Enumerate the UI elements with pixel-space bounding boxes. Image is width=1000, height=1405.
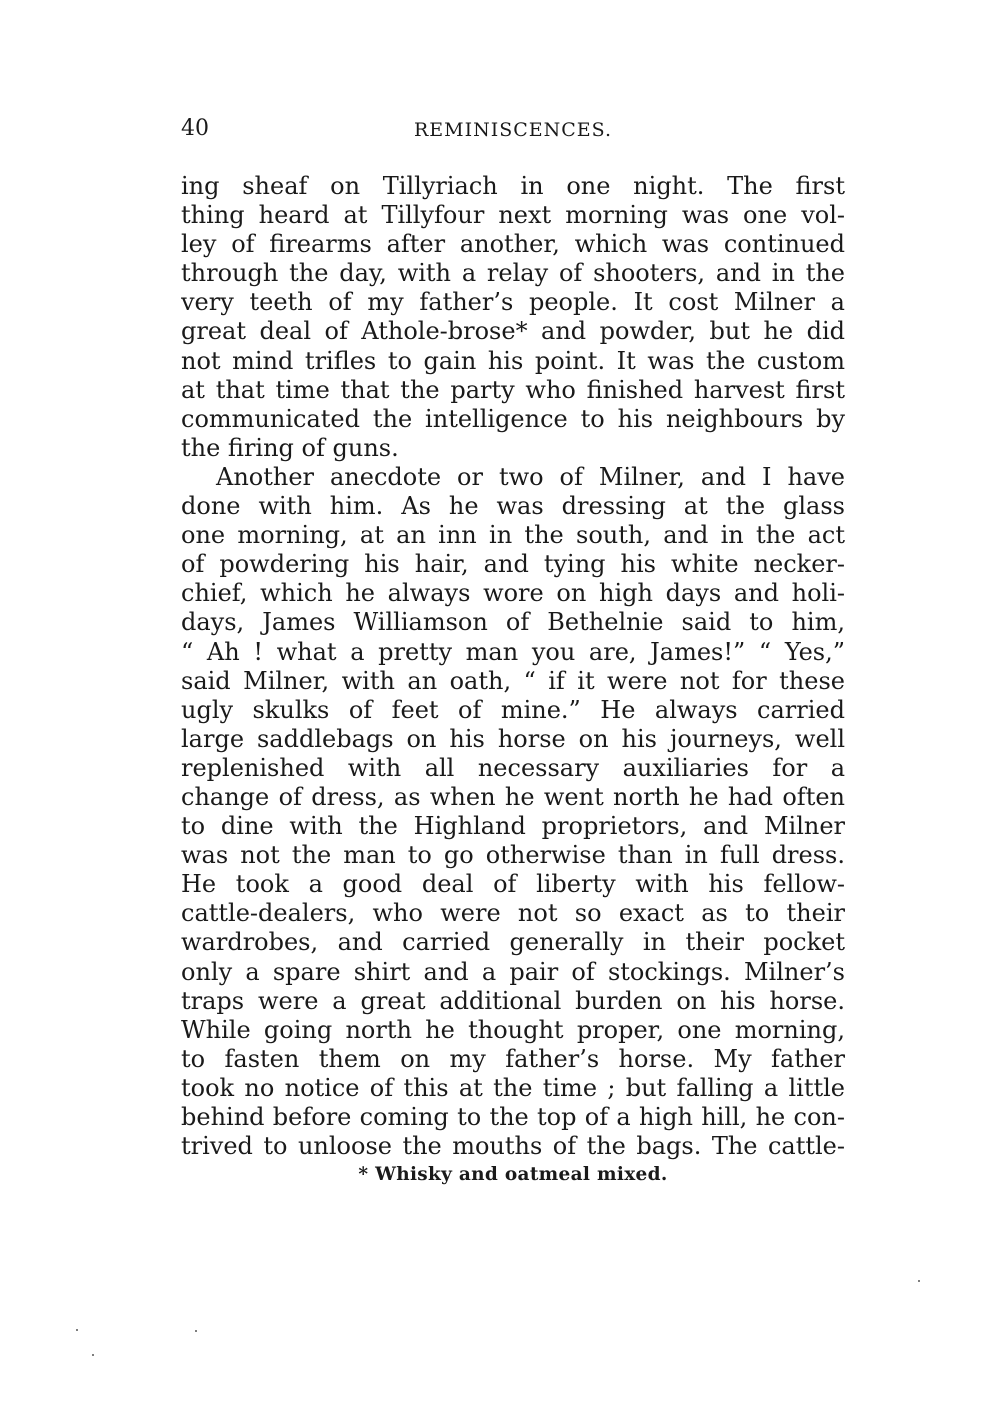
text-line: cattle-dealers, who were not so exact as to their xyxy=(181,899,845,928)
text-line: “ Ah ! what a pretty man you are, James!” “ Yes,” xyxy=(181,637,845,666)
text-line: great deal of Athole-brose* and powder, but he did xyxy=(181,317,845,346)
scan-speck xyxy=(92,1354,94,1356)
scan-speck xyxy=(918,1280,920,1282)
text-line: one morning, at an inn in the south, and in the act xyxy=(181,521,845,550)
paragraph xyxy=(181,172,845,463)
text-line: took no notice of this at the time ; but falling a little xyxy=(181,1073,845,1102)
text-line: was not the man to go otherwise than in full dress. xyxy=(181,841,845,870)
text-line: While going north he thought proper, one morning, xyxy=(181,1015,845,1044)
text-line: only a spare shirt and a pair of stockings. Milner’s xyxy=(181,957,845,986)
text-line: He took a good deal of liberty with his fellow- xyxy=(181,870,845,899)
page-number: 40 xyxy=(181,116,209,141)
text-line: ley of firearms after another, which was continued xyxy=(181,230,845,259)
body-text xyxy=(181,172,845,1161)
text-line: done with him. As he was dressing at the glass xyxy=(181,492,845,521)
text-line: large saddlebags on his horse on his journeys, well xyxy=(181,724,845,753)
text-line: of powdering his hair, and tying his white necker- xyxy=(181,550,845,579)
text-line: trived to unloose the mouths of the bags. The cattle- xyxy=(181,1132,845,1161)
text-line: to dine with the Highland proprietors, and Milner xyxy=(181,812,845,841)
text-line: behind before coming to the top of a high hill, he con- xyxy=(181,1103,845,1131)
text-line: ing sheaf on Tillyriach in one night. The first xyxy=(181,172,845,200)
paragraph xyxy=(181,463,845,1161)
text-line: chief, which he always wore on high days and holi- xyxy=(181,579,845,608)
text-line: replenished with all necessary auxiliaries for a xyxy=(181,753,845,782)
text-line: not mind trifles to gain his point. It was the custom xyxy=(181,346,845,375)
text-line: said Milner, with an oath, “ if it were not for these xyxy=(181,666,845,695)
text-line: change of dress, as when he went north he had often xyxy=(181,782,845,811)
text-line: ugly skulks of feet of mine.” He always carried xyxy=(181,695,845,724)
text-line: thing heard at Tillyfour next morning was one vol- xyxy=(181,201,845,230)
page-header xyxy=(181,116,845,146)
text-line: wardrobes, and carried generally in their pocket xyxy=(181,928,845,957)
text-line: to fasten them on my father’s horse. My father xyxy=(181,1044,845,1073)
scan-speck xyxy=(195,1330,197,1332)
text-line: at that time that the party who finished harvest first xyxy=(181,375,845,404)
text-line: Another anecdote or two of Milner, and I have xyxy=(216,462,845,491)
text-line: days, James Williamson of Bethelnie said to him, xyxy=(181,608,845,637)
footnote: * Whisky and oatmeal mixed. xyxy=(358,1164,668,1185)
text-line: through the day, with a relay of shooters, and in the xyxy=(181,259,845,288)
running-head: REMINISCENCES. xyxy=(413,119,613,141)
text-line: very teeth of my father’s people. It cost Milner a xyxy=(181,288,845,317)
text-line: the firing of guns. xyxy=(181,433,399,462)
scan-speck xyxy=(76,1329,78,1331)
text-line: traps were a great additional burden on his horse. xyxy=(181,986,845,1015)
text-line: communicated the intelligence to his neighbours by xyxy=(181,404,845,433)
